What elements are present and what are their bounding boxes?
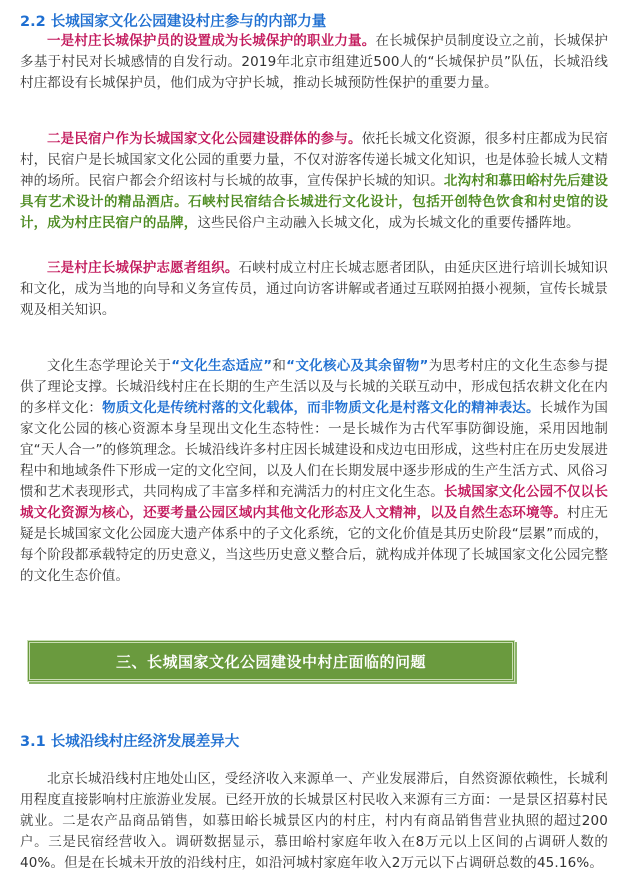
term-cultural-core: “文化核心及其余留物” xyxy=(286,358,429,374)
paragraph-cultural-ecology xyxy=(20,356,608,587)
section-three-banner xyxy=(27,640,515,682)
text-ecology-1: 文化生态学理论关于 xyxy=(47,358,172,374)
text-ecology-5: 村庄无疑是长城国家文化公园庞大遗产体系中的子文化系统，它的文化价值是其历史阶段“层累”而成的，每个阶段都承载特定的历史意义，当这些历史意义整合后，就构成并体现了长城国家文化公园完整的文化生态价值。 xyxy=(20,505,609,584)
highlight-material-culture: 物质文化是传统村落的文化载体，而非物质文化是村落文化的精神表达。 xyxy=(102,400,540,416)
paragraph-economy: 北京长城沿线村庄地处山区，受经济收入来源单一、产业发展滞后，自然资源依赖性，长城利用程度直接影响村庄旅游业发展。已经开放的长城景区村民收入来源有三方面：一是景区招募村民就业。二是农产品商品销售，如慕田峪长城景区内的村庄，村内有商品销售营业执照的超过200户。三是民宿经营收入。调研数据显示，慕田峪村家庭年收入在8万元以上区间的占调研人数的40%。但是在长城未开放的沿线村庄，如沿河城村家庭年收入2万元以下占调研总数的45.16%。 xyxy=(20,771,608,871)
term-ecological-adaptation: “文化生态适应” xyxy=(171,358,273,374)
highlight-homestays: 北沟村和慕田峪村先后建设具有艺术设计的精品酒店。石峡村民宿结合长城进行文化设计，包括开创特色饮食和村史馆的设计，成为村庄民宿户的品牌， xyxy=(20,173,608,231)
paragraph-guardians xyxy=(20,31,608,94)
paragraph-homestays xyxy=(20,129,608,234)
lead-guardians: 一是村庄长城保护员的设置成为长城保护的职业力量。 xyxy=(47,33,376,49)
lead-volunteers: 三是村庄长城保护志愿者组织。 xyxy=(47,260,239,276)
section-heading-2-2: 2.2 长城国家文化公园建设村庄参与的内部力量 xyxy=(20,14,327,30)
highlight-park-scope: 长城国家文化公园不仅以长城文化资源为核心，还要考量公园区域内其他文化形态及人文精神，以及自然生态环境等。 xyxy=(20,484,608,521)
text-homestays-1: 依托长城文化资源，很多村庄都成为民宿村，民宿户是长城国家文化公园的重要力量，不仅对游客传递长城文化知识，也是体验长城人文精神的场所。民宿户都会介绍该村与长城的故事，宣传保护长城的知识。 xyxy=(20,131,609,189)
text-homestays-2: 这些民俗户主动融入长城文化，成为长城文化的重要传播阵地。 xyxy=(197,215,580,231)
text-ecology-3: 为思考村庄的文化生态参与提供了理论支撑。长城沿线村庄在长期的生产生活以及与长城的关联互动中，形成包括农耕文化在内的多样文化： xyxy=(20,358,608,416)
paragraph-volunteers xyxy=(20,258,608,321)
text-guardians: 在长城保护员制度设立之前，长城保护多基于村民对长城感情的自发行动。2019年北京市组建近500人的“长城保护员”队伍，长城沿线村庄都设有长城保护员，他们成为守护长城，推动长城预防性保护的重要力量。 xyxy=(20,33,608,91)
banner-title: 三、长城国家文化公园建设中村庄面临的问题 xyxy=(115,652,426,671)
text-volunteers: 石峡村成立村庄长城志愿者团队，由延庆区进行培训长城知识和文化，成为当地的向导和义务宣传员，通过向访客讲解或者通过互联网拍摄小视频，宣传长城景观及相关知识。 xyxy=(20,260,608,318)
text-ecology-4: 长城作为国家文化公园的核心资源本身呈现出文化生态特性：一是长城作为古代军事防御设施，采用因地制宜“天人合一”的修筑理念。长城沿线许多村庄因长城建设和戍边屯田形成，这些村庄在历史发展进程中和地域条件下形成一定的文化空间，以及人们在长期发展中逐步形成的生产生活方式、风俗习惯和艺术表现形式，共同构成了丰富多样和充满活力的村庄文化生态。 xyxy=(20,400,609,500)
lead-homestays: 二是民宿户作为长城国家文化公园建设群体的参与。 xyxy=(47,131,362,147)
text-ecology-2: 和 xyxy=(272,358,287,374)
section-heading-3-1: 3.1 长城沿线村庄经济发展差异大 xyxy=(20,734,240,750)
